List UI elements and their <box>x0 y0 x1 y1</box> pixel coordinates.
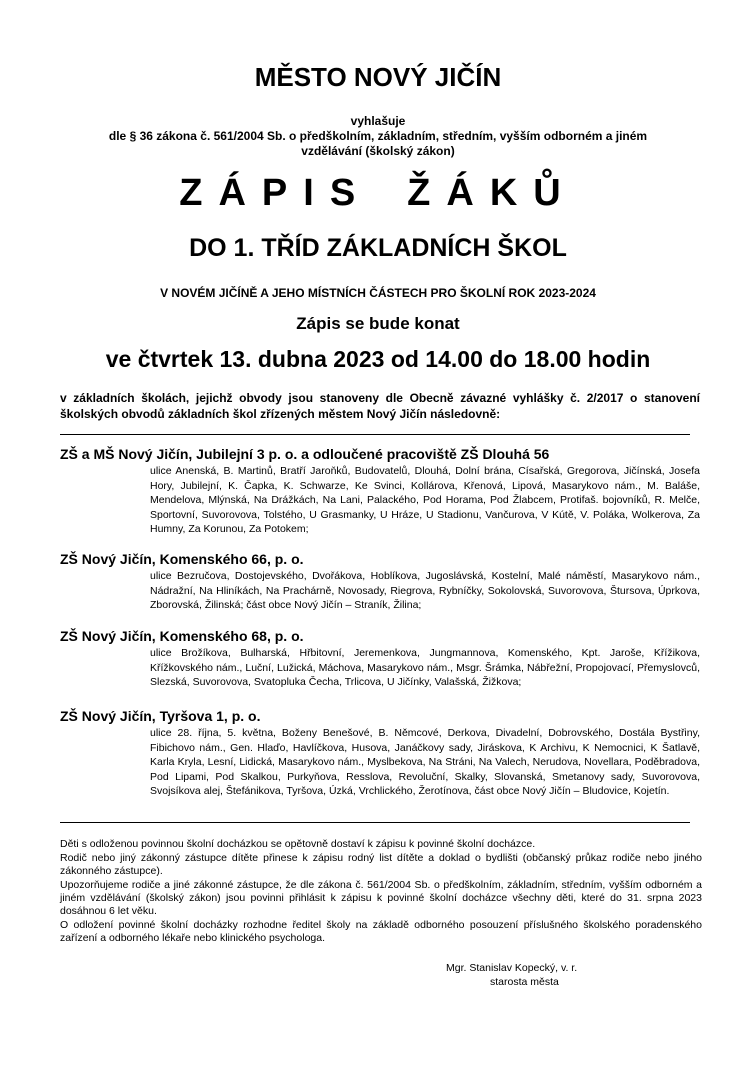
city-heading: MĚSTO NOVÝ JIČÍN <box>254 62 502 92</box>
law-line-1: dle § 36 zákona č. 561/2004 Sb. o předškolním, základním, středním, vyšším odborném a jiném <box>108 129 648 143</box>
school-name: ZŠ Nový Jičín, Komenského 68, p. o. <box>60 628 304 644</box>
school-streets: ulice Brožíkova, Bulharská, Hřbitovní, Jeremenkova, Jungmannova, Komenského, Kpt. Jaroše, Křížikova, Křížkovského nám., Luční, Lužická, Máchova, Masarykovo nám., Msgr. Šrámka, Nábřežní, Propojovací, Přemyslovců, Slezská, Suvorovova, Svatopluka Čecha, Trlicova, U Jičínky, Valašská, Žižkova; <box>150 647 700 688</box>
law-line-2: vzdělávání (školský zákon) <box>301 144 455 158</box>
enrollment-date: ve čtvrtek 13. dubna 2023 od 14.00 do 18.00 hodin <box>105 346 651 372</box>
signatory-name: Mgr. Stanislav Kopecký, v. r. <box>446 962 578 974</box>
school-section <box>60 708 700 799</box>
school-streets: ulice 28. října, 5. května, Boženy Benešové, B. Němcové, Derkova, Divadelní, Dobrovského, Dostála Bystřiny, Fibichovo nám., Gen. Hlaďo, Havlíčkova, Husova, Janáčkovy sady, Jiráskova, K Archivu, K Nemocnici, K Šatlavě, Karla Kryla, Lesní, Lidická, Masarykovo nám., Myslbekova, Na Stráni, Na Valech, Nerudova, Novellara, Poděbradova, Pod Lipami, Pod Skalkou, Purkyňova, Resslova, Revoluční, Skalky, Slovanská, Smetanovy sady, Suvorovova, Svojsíkova alej, Štefánikova, Tyršova, Úzká, Vrchlického, Žerotínova, část obce Nový Jičín – Bludovice, Kojetín. <box>150 727 700 797</box>
subtitle: DO 1. TŘÍD ZÁKLADNÍCH ŠKOL <box>189 234 567 262</box>
school-section <box>60 628 700 690</box>
school-streets: ulice Bezručova, Dostojevského, Dvořákova, Hoblíkova, Jugoslávská, Kostelní, Malé náměstí, Masarykovo nám., Nádražní, Na Hliníkách, Na Prachárně, Novosady, Riegrova, Rybníčky, Sokolovská, Suvorovova, Štursova, Úprkova, Zborovská, Žilinská; část obce Nový Jičín – Straník, Žilina; <box>150 570 700 611</box>
school-streets: ulice Anenská, B. Martinů, Bratří Jaroňků, Budovatelů, Dlouhá, Dolní brána, Císařská, Gregorova, Jičínská, Josefa Hory, Jubilejní, K. Čapka, K. Schwarze, Ke Svinci, Kollárova, Křenová, Lipová, Masarykovo nám., M. Baláše, Mendelova, Mlýnská, Na Drážkách, Na Lani, Palackého, Pod Horama, Pod Žlabcem, Protifaš. bojovníků, R. Melče, Sportovní, Suvorovova, Tolstého, U Grasmanky, U Hráze, U Stadionu, Vančurova, V Kútě, V. Poláka, Wolkerova, Za Humny, Za Korunou, Za Potokem; <box>150 465 700 535</box>
note-paragraph: O odložení povinné školní docházky rozhodne ředitel školy na základě odborného posouzení příslušného školského poradenského zařízení a odborného lékaře nebo klinického psychologa. <box>60 919 702 944</box>
school-name: ZŠ a MŠ Nový Jičín, Jubilejní 3 p. o. a odloučené pracoviště ZŠ Dlouhá 56 <box>60 446 550 462</box>
main-title-part-2: ŽÁKŮ <box>407 172 577 214</box>
announces-line: vyhlašuje <box>350 114 406 128</box>
divider-top <box>60 434 690 435</box>
title-full <box>0 0 1 1</box>
note-paragraph: Upozorňujeme rodiče a jiné zákonné zástupce, že dle zákona č. 561/2004 Sb. o předškolním, základním, středním, vyšším odborném a jiném vzdělávání (školský zákon) jsou povinni přihlásit k zápisu k povinné školní docházce všechny děti, které do 31. srpna 2023 dosáhnou 6 let věku. <box>60 879 702 917</box>
note-paragraph: Děti s odloženou povinnou školní docházkou se opětovně dostaví k zápisu k povinné školní docházce. <box>60 838 536 850</box>
signature-block <box>446 962 606 989</box>
law-reference <box>80 129 676 159</box>
signatory-role: starosta města <box>490 975 559 988</box>
notes-section <box>60 838 702 946</box>
main-title-part-1: ZÁPIS <box>179 172 372 214</box>
note-paragraph: Rodič nebo jiný zákonný zástupce dítěte přinese k zápisu rodný list dítěte a doklad o bydlišti (občanský průkaz rodiče nebo jiného zákonného zástupce). <box>60 852 702 877</box>
scope-line: V NOVÉM JIČÍNĚ A JEHO MÍSTNÍCH ČÁSTECH PRO ŠKOLNÍ ROK 2023-2024 <box>160 286 596 300</box>
will-take-place-line: Zápis se bude konat <box>296 314 460 333</box>
school-name: ZŠ Nový Jičín, Tyršova 1, p. o. <box>60 708 261 724</box>
school-section <box>60 446 700 537</box>
school-name: ZŠ Nový Jičín, Komenského 66, p. o. <box>60 551 304 567</box>
school-section <box>60 551 700 613</box>
divider-bottom <box>60 822 690 823</box>
intro-paragraph: v základních školách, jejichž obvody jsou stanoveny dle Obecně závazné vyhlášky č. 2/2017 o stanovení školských obvodů základních škol zřízených městem Nový Jičín následovně: <box>60 391 700 421</box>
main-title <box>0 172 756 215</box>
